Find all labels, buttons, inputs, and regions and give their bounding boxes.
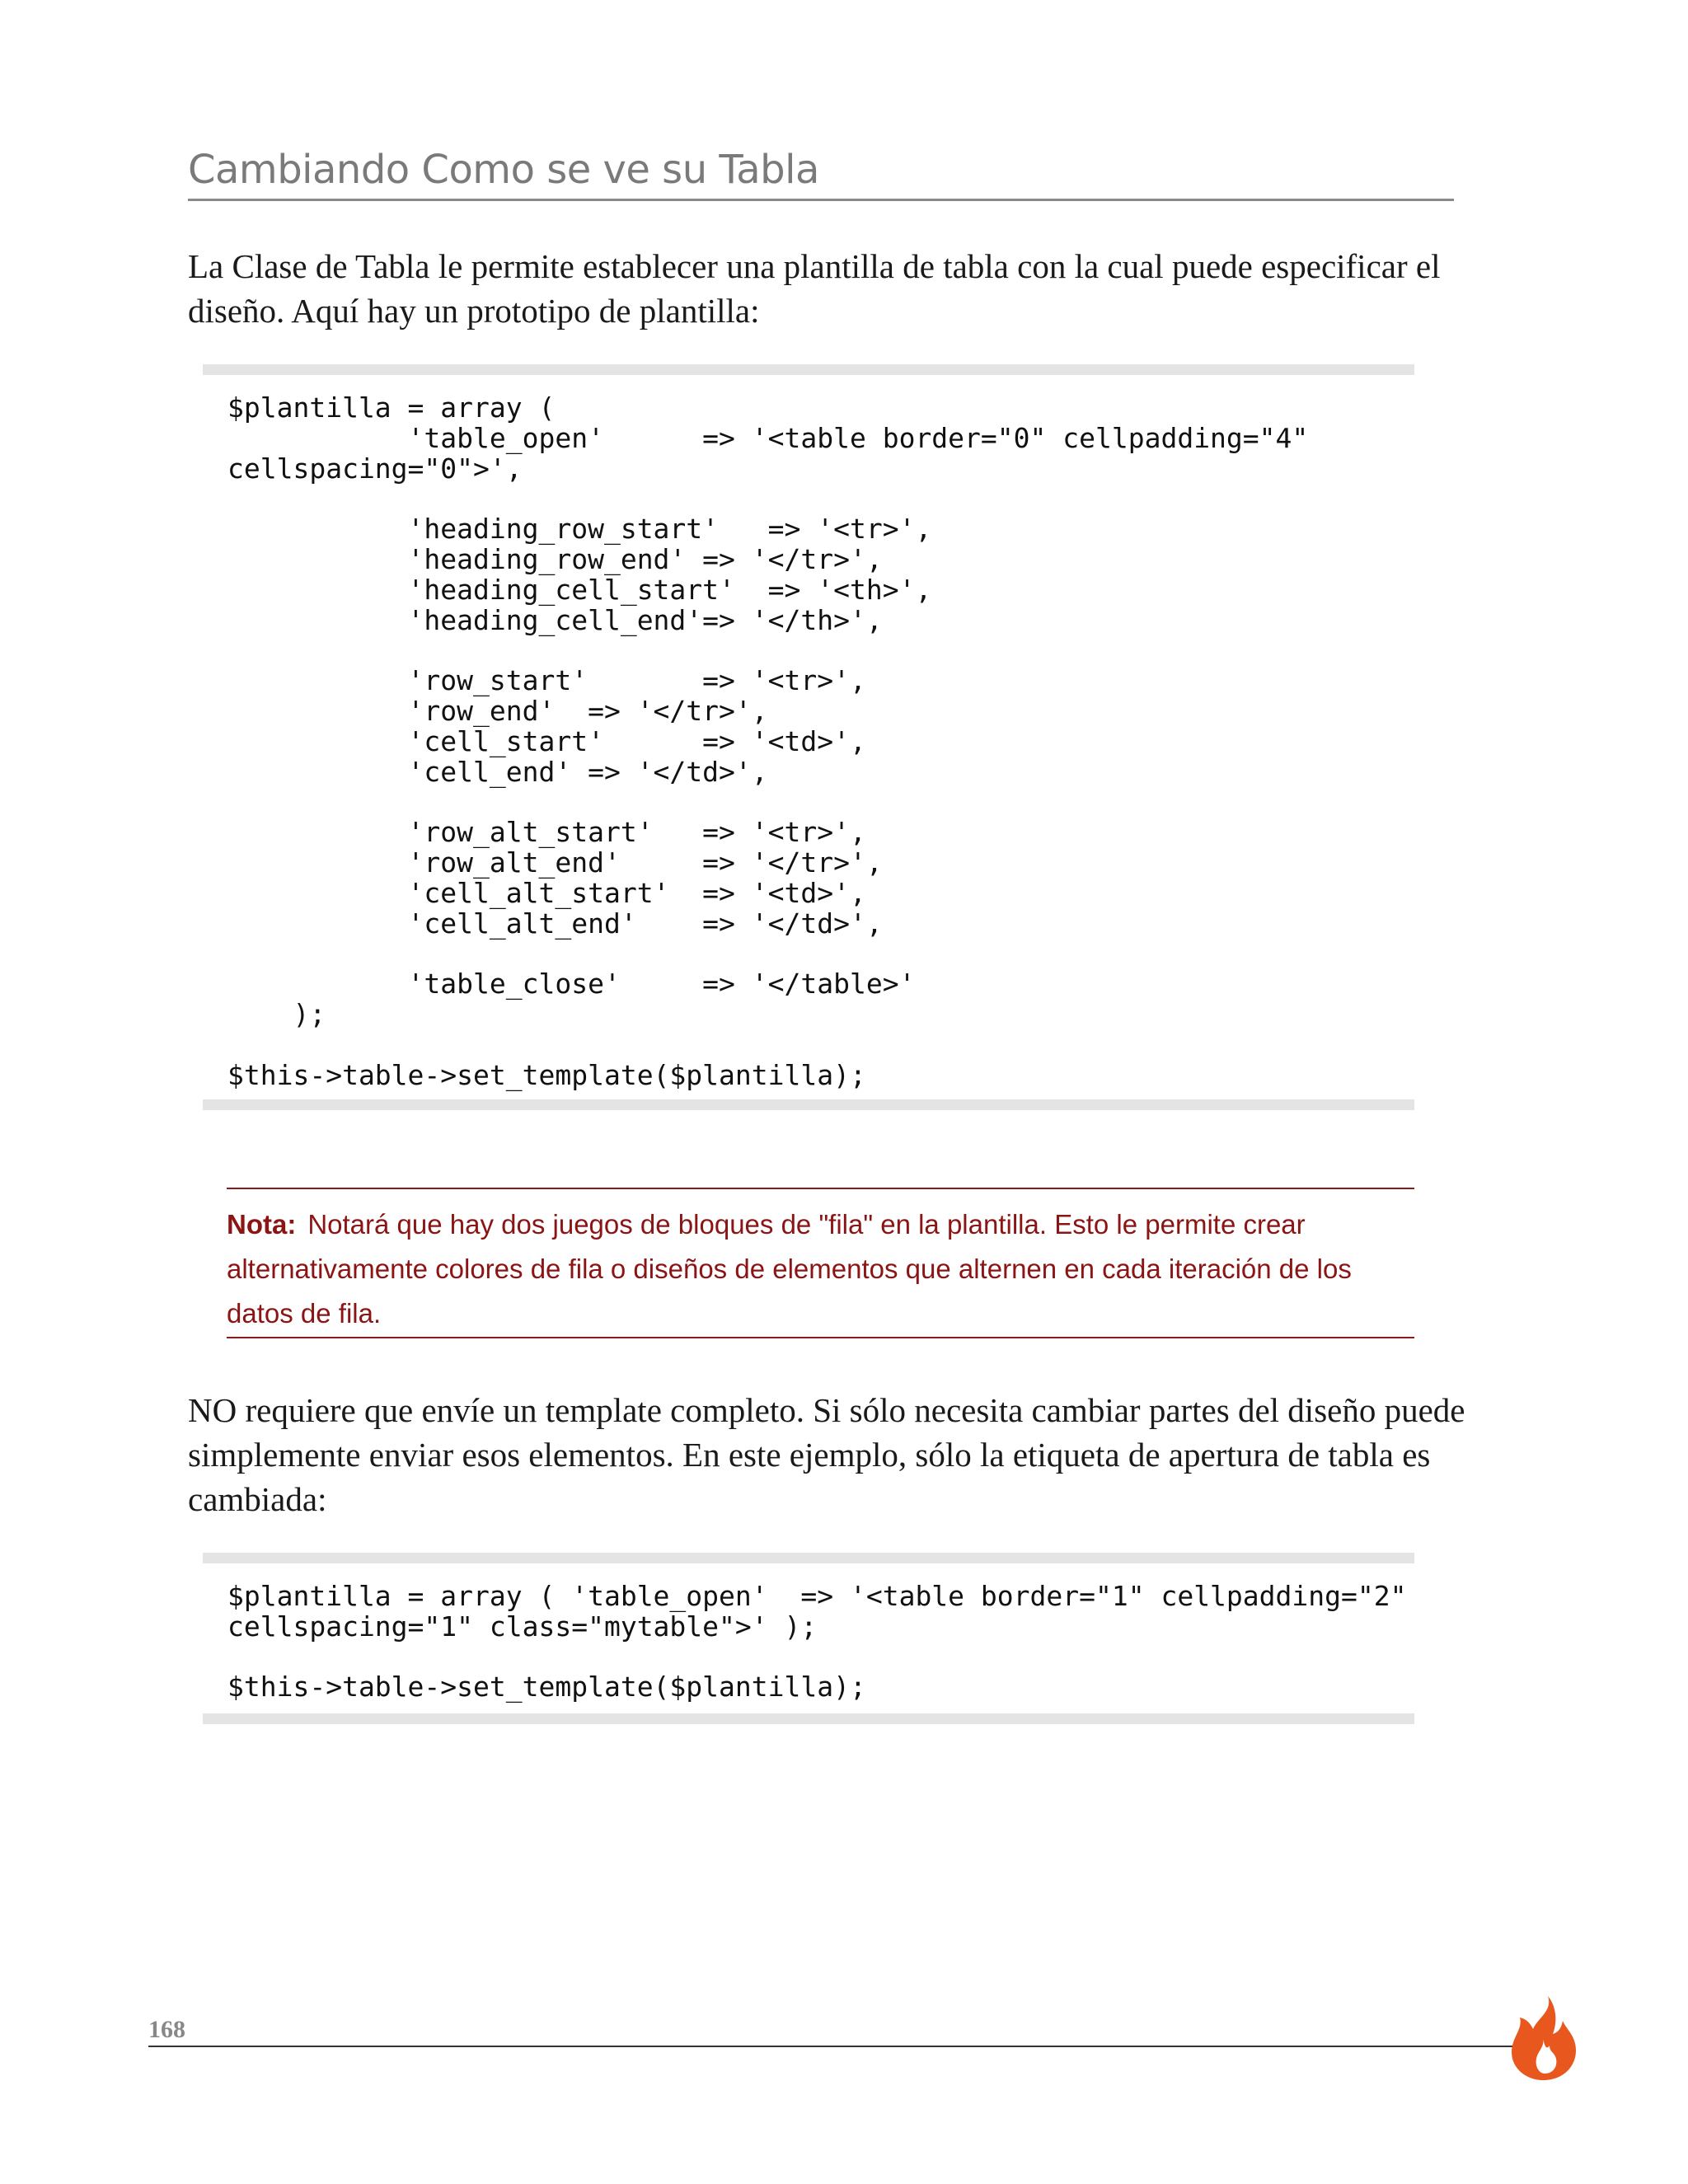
code-block-partial-template xyxy=(203,1553,1414,1724)
flame-logo-icon xyxy=(1505,1993,1581,2082)
note-text: Notará que hay dos juegos de bloques de "fila" en la plantilla. Esto le permite crear alternativamente colores de fila o diseños de elementos que alternen en cada iteración de los datos de fila. xyxy=(227,1209,1352,1329)
footer-divider xyxy=(148,2046,1517,2047)
page-number: 168 xyxy=(148,2016,185,2043)
note-box xyxy=(227,1188,1414,1338)
note-label: Nota: xyxy=(227,1209,297,1240)
code-block-template xyxy=(203,364,1414,1110)
intro-paragraph: La Clase de Tabla le permite establecer una plantilla de tabla con la cual puede especificar el diseño. Aquí hay un prototipo de plantilla: xyxy=(188,247,1441,330)
code-text: $plantilla = array ( 'table_open' => '<table border="0" cellpadding="4" cellspacing="0">', 'heading_row_start' => '<tr>', 'heading_row_end' => '</tr>', 'heading_cell_start' => '<th>', 'heading_cell_end'=> '</th>', 'row_start' => '<tr>', 'row_end' => '</tr>', 'cell_start' => '<td>', 'cell_end' => '</td>', 'row_alt_start' => '<tr>', 'row_alt_end' => '</tr>', 'cell_alt_start' => '<td>', 'cell_alt_end' => '</td>', 'table_close' => '</table>' ); $this->table->set_template($plantilla); xyxy=(227,391,1309,1091)
code-text: $plantilla = array ( 'table_open' => '<table border="1" cellpadding="2" cellspacing="1" class="mytable">' ); $this->table->set_template($plantilla); xyxy=(227,1580,1407,1704)
section-title: Cambiando Como se ve su Tabla xyxy=(188,148,1454,201)
body-paragraph: NO requiere que envíe un template completo. Si sólo necesita cambiar partes del diseño puede simplemente enviar esos elementos. En este ejemplo, sólo la etiqueta de apertura de tabla es cambiada: xyxy=(188,1391,1465,1518)
